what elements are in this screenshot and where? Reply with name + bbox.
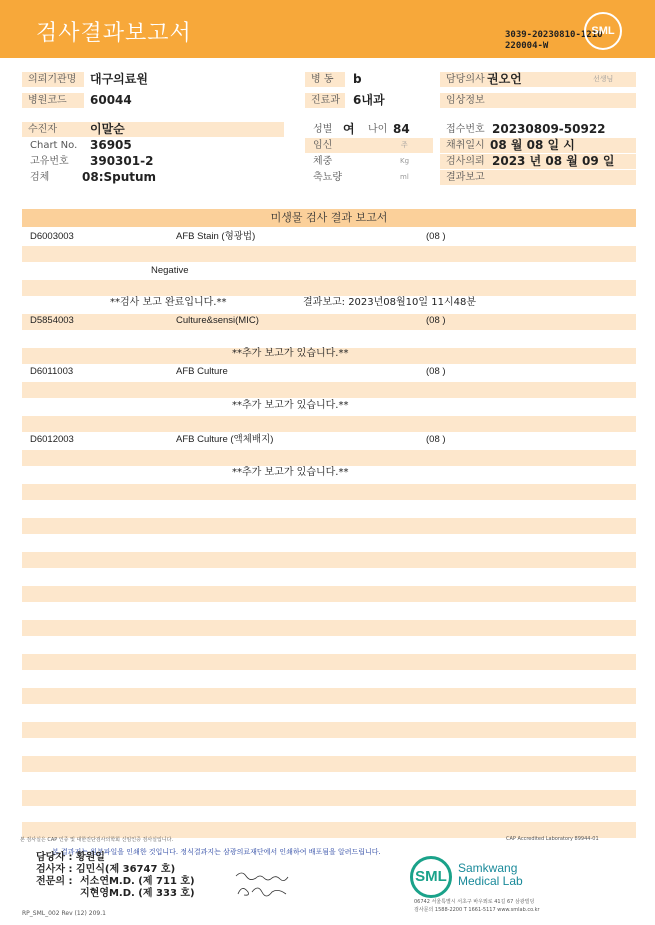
manager: 담당자 : 황원일 [36,852,105,863]
sex-label: 성별 [313,124,333,135]
report-id-line1: 3039-20230810-1210 [505,30,603,40]
weight-unit: Kg [400,157,410,165]
dept-value: 6내과 [353,93,385,107]
original-file-note: 본 결과지는 원본파일을 인쇄한 것입니다. 정식결과지는 삼광의료재단에서 인쇄하여 배포됨을 알려드립니다. [52,848,381,856]
more-report-note: **추가 보고가 있습니다.** [232,467,349,478]
chart-no-value: 36905 [90,138,132,152]
hospital-code-value: 60044 [90,93,132,107]
ward-label: 병 동 [305,72,345,87]
test-name: AFB Culture [176,366,228,377]
row-band [22,756,636,772]
row-band [22,382,636,398]
row-band [22,518,636,534]
report-title: 검사결과보고서 [36,21,192,46]
chart-no-label: Chart No. [30,140,78,151]
age-label: 나이 [368,124,388,135]
test-code: D5854003 [30,315,74,326]
sml-logo: SML [410,856,452,898]
unique-no-label: 고유번호 [30,156,69,167]
requesting-org-label: 의뢰기관명 [22,72,84,87]
request-label: 검사의뢰 [440,154,636,169]
dept-label: 진료과 [305,93,345,108]
signature-image [232,868,292,900]
collect-label: 채취일시 [440,138,636,153]
lab-name-line1: Samkwang [458,861,518,875]
specialist-label: 전문의 : [36,876,73,887]
test-code: D6011003 [30,366,74,377]
more-report-note: **추가 보고가 있습니다.** [232,400,349,411]
row-band [22,246,636,262]
specialist-1: 서소연M.D. (제 711 호) [80,876,195,887]
doctor-value: 권오언 [487,72,522,86]
cap-note: CAP Accredited Laboratory 89944-01 [506,836,599,842]
row-band [22,450,636,466]
test-name: AFB Culture (액체배지) [176,434,274,445]
tester: 검사자 : 김민식(제 36747 호) [36,864,176,875]
patient-value: 이말순 [90,122,125,136]
row-band [22,688,636,704]
test-specimen: (08 ) [426,434,446,445]
row-band [22,552,636,568]
lab-name [458,862,523,888]
requesting-org-value: 대구의료원 [90,72,148,86]
unique-no-value: 390301-2 [90,154,154,168]
row-band [22,416,636,432]
report-id-line2: 220004-W [505,41,549,51]
row-band [22,280,636,296]
result-value: Negative [151,265,189,276]
urine-label: 축뇨량 [313,172,342,183]
row-band [22,722,636,738]
lab-name-line2: Medical Lab [458,874,523,888]
test-name: AFB Stain (형광법) [176,231,256,242]
test-specimen: (08 ) [426,366,446,377]
test-code: D6012003 [30,434,74,445]
urine-unit: ml [400,173,409,181]
doctor-label: 담당의사 [440,72,636,87]
pregnancy-unit: 주 [401,141,408,149]
row-band [22,586,636,602]
lab-address: 06742 서울특별시 서초구 바우뫼로 41길 67 삼광빌딩 [414,899,535,905]
weight-label: 체중 [313,156,333,167]
doctor-suffix: 선생님 [593,75,614,83]
age-value: 84 [393,122,410,136]
report-label: 결과보고 [440,170,636,185]
form-code: RP_SML_002 Rev (12) 209.1 [22,910,106,917]
collect-value: 08 월 08 일 시 [490,138,575,152]
section-title: 미생물 검사 결과 보고서 [22,209,636,227]
test-specimen: (08 ) [426,231,446,242]
patient-label: 수진자 [22,122,284,137]
more-report-note: **추가 보고가 있습니다.** [232,348,349,359]
clinical-info-label: 임상정보 [440,93,636,108]
report-time: 결과보고: 2023년08월10일 11시48분 [303,297,477,308]
receipt-no-value: 20230809-50922 [492,122,606,136]
specialist-2: 지현영M.D. (제 333 호) [80,888,195,899]
complete-note: **검사 보고 완료입니다.** [110,297,227,308]
pregnancy-label: 임신 [305,138,433,153]
receipt-no-label: 접수번호 [446,124,485,135]
accreditation-note: 본 검사실은 CAP 인증 및 대한진단검사의학회 신임인증 검사실입니다. [20,837,174,843]
test-specimen: (08 ) [426,315,446,326]
row-band [22,654,636,670]
request-value: 2023 년 08 월 09 일 [492,154,615,168]
row-band [22,314,636,330]
row-band [22,620,636,636]
hospital-code-label: 병원코드 [22,93,84,108]
report-header [0,0,655,58]
sml-header-logo: SML [584,12,622,50]
row-band [22,484,636,500]
test-code: D6003003 [30,231,74,242]
specimen-value: 08:Sputum [82,170,157,184]
lab-contact: 검사문의 1588-2200 T 1661-5117 www.smlab.co.kr [414,907,540,913]
specimen-label: 검체 [30,172,50,183]
sex-value: 여 [343,122,355,136]
row-band [22,790,636,806]
test-name: Culture&sensi(MIC) [176,315,259,326]
ward-value: b [353,72,362,86]
